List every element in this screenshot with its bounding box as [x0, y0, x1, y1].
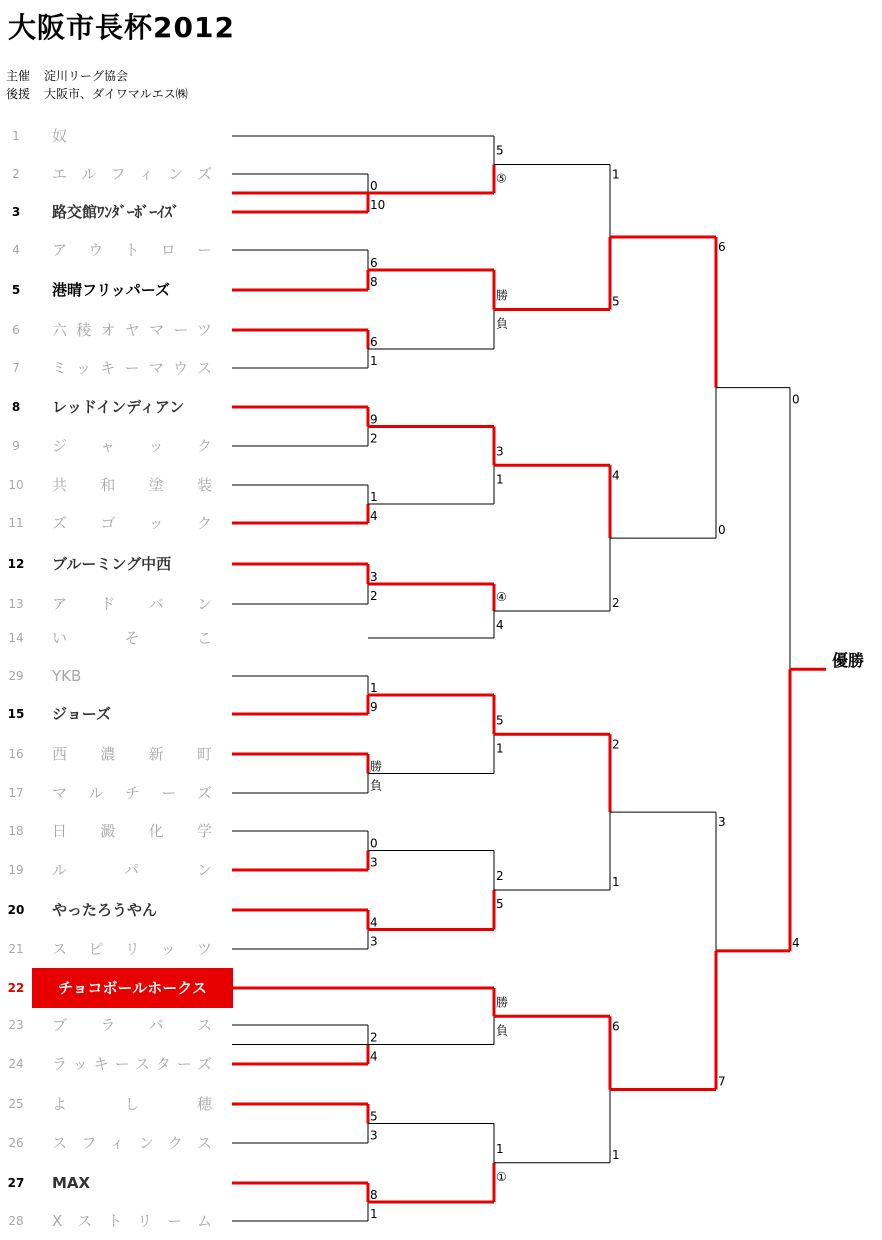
team-name: 六稜オヤマーツ	[52, 321, 212, 339]
team-number: 25	[8, 1097, 24, 1111]
round3-score: 2	[612, 596, 620, 610]
team-number: 4	[12, 243, 20, 257]
round2-score: ④	[496, 590, 507, 604]
round1-score: 3	[370, 1128, 378, 1143]
team-name: やったろうやん	[52, 901, 158, 919]
round1-score: 1	[370, 681, 378, 695]
team-number: 26	[8, 1136, 24, 1150]
round2-score: 3	[496, 444, 504, 459]
round1-score: 8	[370, 1188, 378, 1202]
round3-score: 1	[612, 1147, 620, 1162]
round3-score: 1	[612, 875, 620, 889]
team-number: 14	[8, 631, 24, 645]
team-number: 5	[11, 283, 21, 297]
final-score: 4	[792, 935, 800, 950]
round4-score: 0	[718, 523, 726, 538]
round2-score: ①	[496, 1169, 507, 1184]
team-number: 29	[8, 669, 24, 683]
round4-score: 7	[718, 1074, 726, 1089]
round1-score: 4	[370, 509, 378, 523]
round3-score: 4	[612, 468, 620, 483]
round3-score: 6	[612, 1019, 620, 1034]
page-title: 大阪市長杯2012	[8, 11, 235, 44]
team-name: チョコボールホークス	[57, 979, 208, 997]
team-name: ズゴック	[52, 514, 212, 532]
team-name: 港晴フリッパーズ	[52, 281, 171, 299]
round2-score: 負	[496, 316, 509, 331]
round2-score: ⑤	[496, 171, 507, 186]
round2-score: 負	[496, 1023, 509, 1038]
round1-score: 8	[370, 275, 378, 289]
round1-score: 1	[370, 354, 378, 368]
team-name: レッドインディアン	[52, 398, 185, 416]
round1-score: 2	[370, 589, 378, 603]
final-score: 0	[792, 392, 800, 407]
team-name: 奴	[52, 127, 68, 145]
round1-score: 10	[370, 198, 386, 212]
round1-score: 6	[370, 256, 378, 270]
team-name: ジャック	[52, 437, 212, 455]
team-number: 28	[8, 1214, 24, 1228]
round3-score: 5	[612, 294, 620, 309]
round3-score: 2	[612, 737, 620, 752]
round2-score: 4	[496, 618, 504, 632]
round2-score: 5	[496, 897, 504, 911]
team-number: 3	[11, 205, 21, 219]
team-number: 23	[8, 1018, 24, 1032]
team-number: 22	[7, 981, 25, 995]
champion-label: 優勝	[832, 651, 865, 670]
team-number: 17	[8, 786, 24, 800]
round4-score: 3	[718, 815, 726, 830]
team-number: 9	[12, 439, 20, 453]
team-number: 7	[12, 361, 20, 375]
organizer-value: 淀川リーグ協会	[44, 69, 129, 83]
team-name: ラッキースターズ	[52, 1055, 212, 1073]
team-number: 8	[11, 400, 21, 414]
round3-score: 1	[612, 167, 620, 182]
round2-score: 勝	[496, 995, 509, 1010]
round1-score: 3	[370, 934, 378, 949]
team-name: マルチーズ	[52, 784, 212, 802]
team-number: 19	[8, 863, 24, 877]
round2-score: 1	[496, 472, 504, 487]
round1-score: 2	[370, 431, 378, 446]
round2-score: 5	[496, 143, 504, 158]
team-number: 20	[7, 903, 25, 917]
team-number: 11	[8, 516, 24, 530]
team-number: 27	[7, 1176, 25, 1190]
round1-score: 9	[370, 412, 378, 427]
round1-score: 4	[370, 1049, 378, 1064]
round4-score: 6	[718, 240, 726, 254]
team-name: アドバン	[52, 595, 212, 613]
team-name: ブルーミング中西	[52, 555, 172, 573]
team-name: 日澱化学	[52, 822, 212, 840]
team-name: ミッキーマウス	[52, 359, 212, 377]
team-name: YKB	[52, 667, 82, 685]
team-number: 13	[8, 597, 24, 611]
round1-score: 4	[370, 915, 378, 930]
round1-score: 9	[370, 700, 378, 714]
round1-score: 1	[370, 490, 378, 504]
team-number: 15	[7, 707, 25, 721]
team-name: 西濃新町	[52, 745, 212, 763]
support-value: 大阪市、ダイワマルエス㈱	[44, 87, 188, 101]
team-name: スフィンクス	[52, 1134, 212, 1152]
team-name: スピリッツ	[52, 940, 212, 958]
organizer-key: 主催	[6, 69, 31, 83]
team-number: 10	[8, 478, 24, 492]
team-number: 24	[8, 1057, 24, 1071]
round1-score: 6	[370, 335, 378, 349]
support-key: 後援	[6, 87, 31, 101]
round1-score: 3	[370, 570, 378, 584]
team-number: 18	[8, 824, 24, 838]
round2-score: 2	[496, 869, 504, 883]
round1-score: 負	[370, 778, 383, 793]
round2-score: 勝	[496, 288, 509, 303]
team-name: ブラバス	[52, 1016, 212, 1034]
team-name: アウトロー	[52, 241, 212, 259]
team-number: 21	[8, 942, 24, 956]
round2-score: 1	[496, 1141, 504, 1156]
team-name: エルフィンズ	[52, 165, 212, 183]
team-name: 共和塗装	[52, 476, 212, 494]
team-number: 6	[12, 323, 20, 337]
round2-score: 1	[496, 741, 504, 756]
team-name: ジョーズ	[52, 705, 111, 723]
round1-score: 0	[370, 179, 378, 193]
team-name: よし穂	[52, 1095, 212, 1113]
round2-score: 5	[496, 713, 504, 728]
round1-score: 2	[370, 1030, 378, 1045]
team-number: 1	[12, 129, 20, 143]
round1-score: 勝	[370, 759, 383, 774]
round1-score: 3	[370, 855, 378, 870]
team-number: 12	[7, 557, 25, 571]
team-number: 2	[12, 167, 20, 181]
round1-score: 0	[370, 836, 378, 851]
team-name: MAX	[52, 1174, 91, 1192]
team-name: ルパン	[52, 861, 212, 879]
team-name: 路交館ﾜﾝﾀﾞｰﾎﾞｰｲｽﾞ	[52, 203, 180, 221]
team-name: Xストリーム	[52, 1212, 212, 1230]
team-number: 16	[8, 747, 24, 761]
round1-score: 5	[370, 1109, 378, 1124]
team-name: いそこ	[52, 629, 212, 647]
round1-score: 1	[370, 1207, 378, 1221]
